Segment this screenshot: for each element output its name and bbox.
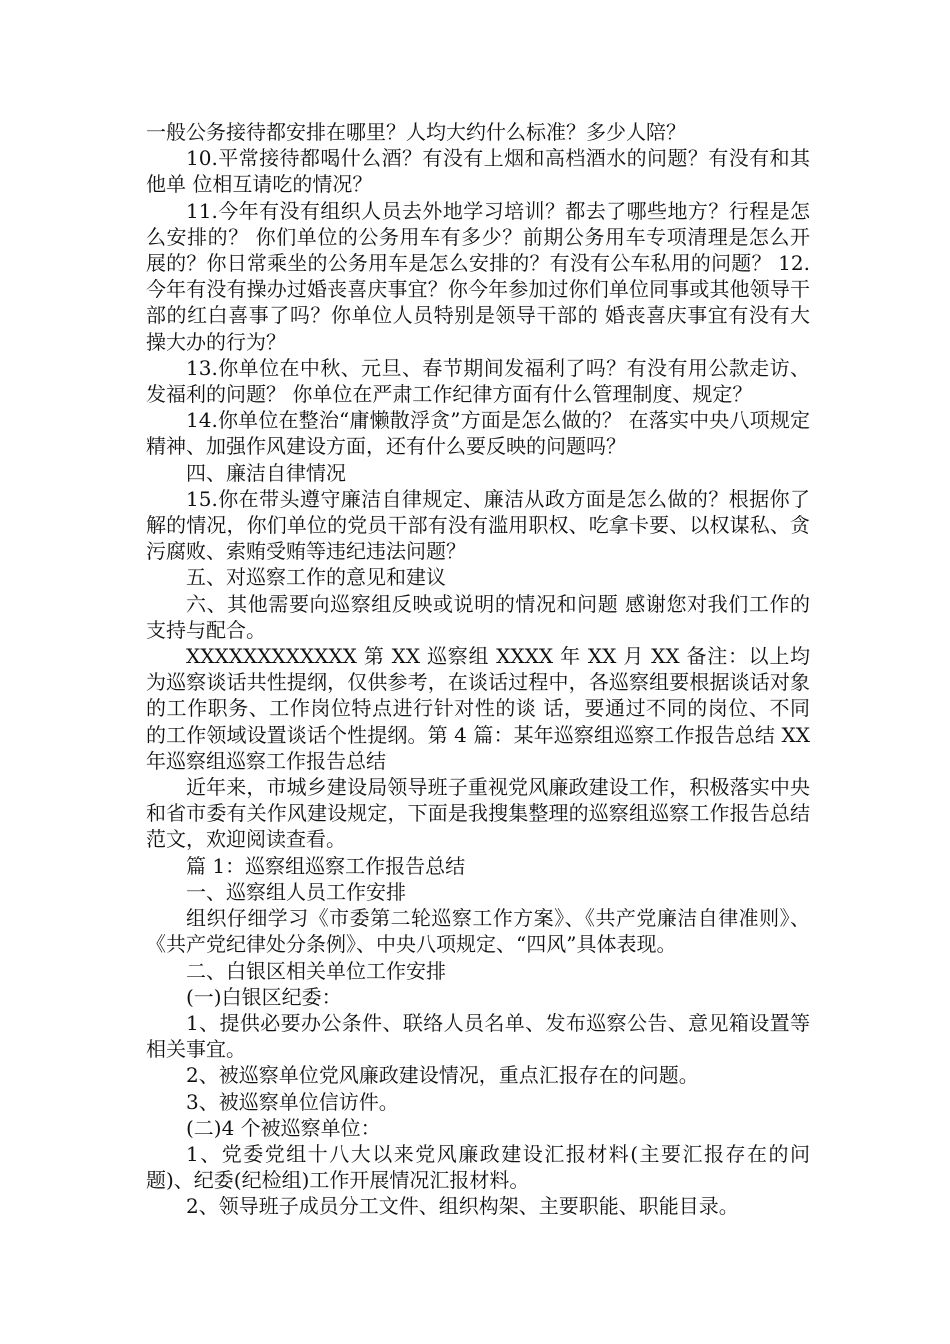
section-heading: 五、对巡察工作的意见和建议 xyxy=(186,565,446,590)
section-heading: 一、巡察组人员工作安排 xyxy=(186,879,406,904)
paragraph: 11.今年有没有组织人员去外地学习培训？都去了哪些地方？行程是怎么安排的？ 你们单位的公务用车有多少？前期公务用车专项清理是怎么开展的？你日常乘坐的公务用车是怎么安排的？有没有公车私用的问题？ 12.今年有没有操办过婚丧喜庆事宜？你今年参加过你们单位同事或其他领导干部的红白喜事了吗？你单位人员特别是领导干部的 婚丧喜庆事宜有没有大操大办的行为？ xyxy=(146,198,810,354)
paragraph: 近年来，市城乡建设局领导班子重视党风廉政建设工作，积极落实中央和省市委有关作风建设规定，下面是我搜集整理的巡察组巡察工作报告总结范文，欢迎阅读查看。 xyxy=(146,775,810,852)
document-page xyxy=(146,119,810,1220)
section-heading: 篇 1：巡察组巡察工作报告总结 xyxy=(186,853,466,878)
section-heading: 四、廉洁自律情况 xyxy=(186,460,346,485)
subsection-heading: (二)4 个被巡察单位： xyxy=(186,1115,381,1140)
list-item: 3、被巡察单位信访件。 xyxy=(186,1089,399,1114)
paragraph: 13.你单位在中秋、元旦、春节期间发福利了吗？有没有用公款走访、发福利的问题？ 你单位在严肃工作纪律方面有什么管理制度、规定？ xyxy=(146,355,810,407)
paragraph: 六、其他需要向巡察组反映或说明的情况和问题 感谢您对我们工作的支持与配合。 xyxy=(146,591,810,642)
subsection-heading: (一)白银区纪委： xyxy=(186,984,342,1009)
list-item: 1、党委党组十八大以来党风廉政建设汇报材料(主要汇报存在的问题)、纪委(纪检组)工作开展情况汇报材料。 xyxy=(146,1141,810,1193)
paragraph: 一般公务接待都安排在哪里？人均大约什么标准？多少人陪？ xyxy=(146,120,686,144)
list-item: 1、提供必要办公条件、联络人员名单、发布巡察公告、意见箱设置等相关事宜。 xyxy=(146,1010,810,1062)
paragraph: XXXXXXXXXXXX 第 XX 巡察组 XXXX 年 XX 月 XX 备注：以上均为巡察谈话共性提纲，仅供参考，在谈话过程中，各巡察组要根据谈话对象的工作职务、工作岗位特点进行针对性的谈 话，要通过不同的岗位、不同的工作领域设置谈话个性提纲。第 4 篇：某年巡察组巡察工作报告总结 XX 年巡察组巡察工作报告总结 xyxy=(146,644,810,773)
paragraph: 14.你单位在整治“庸懒散浮贪”方面是怎么做的？ 在落实中央八项规定精神、加强作风建设方面，还有什么要反映的问题吗？ xyxy=(146,408,810,459)
paragraph: 组织仔细学习《市委第二轮巡察工作方案》、《共产党廉洁自律准则》、《共产党纪律处分条例》、中央八项规定、“四风”具体表现。 xyxy=(146,906,810,957)
paragraph: 10.平常接待都喝什么酒？有没有上烟和高档酒水的问题？有没有和其他单 位相互请吃的情况？ xyxy=(146,146,810,197)
list-item: 2、被巡察单位党风廉政建设情况，重点汇报存在的问题。 xyxy=(186,1063,699,1088)
list-item: 2、领导班子成员分工文件、组织构架、主要职能、职能目录。 xyxy=(186,1194,739,1219)
section-heading: 二、白银区相关单位工作安排 xyxy=(186,958,446,983)
paragraph: 15.你在带头遵守廉洁自律规定、廉洁从政方面是怎么做的？根据你了解的情况，你们单位的党员干部有没有滥用职权、吃拿卡要、以权谋私、贪污腐败、索贿受贿等违纪违法问题？ xyxy=(146,486,810,564)
